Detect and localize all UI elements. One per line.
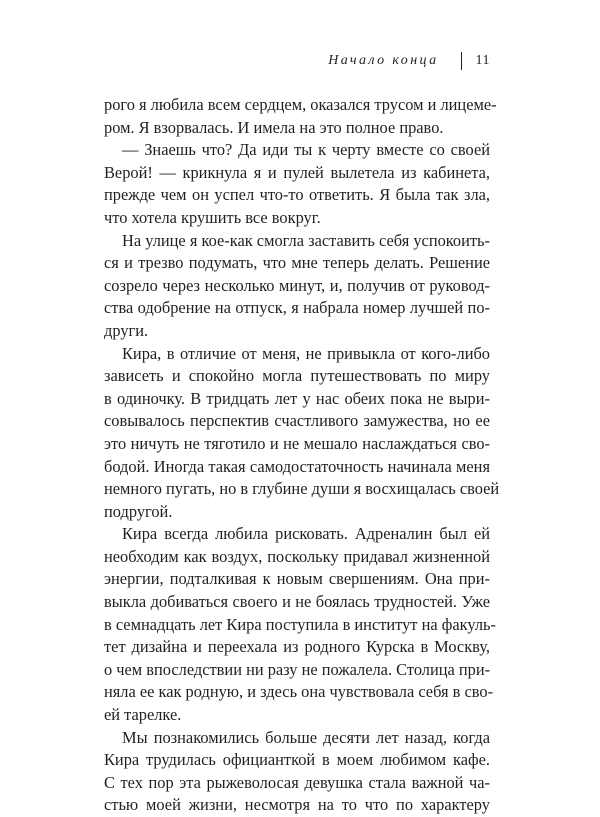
text-line: ся и трезво подумать, что мне теперь делать. Решение	[104, 253, 490, 273]
text-line: ром. Я взорвалась. И имела на это полное право.	[104, 117, 444, 137]
paragraph	[104, 94, 497, 139]
text-line: други.	[104, 320, 149, 340]
text-line: Мы познакомились больше десяти лет назад, когда	[122, 727, 490, 747]
text-line: Кира всегда любила рисковать. Адреналин был ей	[122, 524, 490, 544]
page-number: 11	[475, 53, 490, 68]
text-line: С тех пор эта рыжеволосая девушка стала важной ча-	[104, 772, 490, 792]
text-line: совывалось перспектив счастливого замужества, но ее	[104, 411, 490, 431]
text-line: в одиночку. В тридцать лет у нас обеих пока не выри-	[104, 388, 490, 408]
text-line: энергии, подталкивая к новым свершениям. Она при-	[104, 569, 490, 589]
running-header-title: Начало конца	[328, 53, 439, 68]
text-line: рого я любила всем сердцем, оказался трусом и лицеме-	[104, 95, 497, 114]
text-line: прежде чем он успел что-то ответить. Я была так зла,	[104, 185, 490, 205]
text-line: немного пугать, но в глубине души я восхищалась своей	[104, 479, 500, 499]
paragraph	[104, 139, 490, 229]
text-line: ства одобрение на отпуск, я набрала номер лучшей по-	[104, 298, 490, 318]
text-line: зависеть и спокойно могла путешествовать по миру	[104, 366, 490, 386]
text-line: стью моей жизни, несмотря на то что по характеру	[104, 795, 490, 815]
text-line: няла ее как родную, и здесь она чувствовала себя в сво-	[104, 682, 494, 702]
text-line: это ничуть не тяготило и не мешало наслаждаться сво-	[104, 433, 490, 453]
body-text	[104, 94, 500, 817]
running-header	[104, 50, 490, 72]
text-line: Кира, в отличие от меня, не привыкла от кого-либо	[122, 343, 490, 363]
text-line: о чем впоследствии ни разу не пожалела. Столица при-	[104, 659, 491, 679]
paragraph	[104, 727, 490, 817]
header-divider	[461, 52, 462, 70]
text-line: в семнадцать лет Кира поступила в институт на факуль-	[104, 614, 496, 634]
text-line: бодой. Иногда такая самодостаточность начинала меня	[104, 456, 490, 476]
text-line: подругой.	[104, 501, 173, 521]
paragraph	[104, 523, 496, 726]
text-line: Кира трудилась официанткой в моем любимом кафе.	[104, 750, 490, 770]
paragraph	[104, 230, 490, 343]
text-line: — Знаешь что? Да иди ты к черту вместе со своей	[122, 140, 490, 160]
text-line: ей тарелке.	[104, 705, 182, 725]
text-line: необходим как воздух, поскольку придавал жизненной	[104, 546, 490, 566]
text-line: что хотела крушить все вокруг.	[104, 207, 321, 227]
text-line: Верой! — крикнула я и пулей вылетела из кабинета,	[104, 162, 490, 182]
text-line: На улице я кое-как смогла заставить себя успокоить-	[122, 230, 490, 250]
paragraph	[104, 343, 500, 524]
text-line: выкла добиваться своего и не боялась трудностей. Уже	[104, 592, 490, 612]
text-line: созрело через несколько минут, и, получив от руковод-	[104, 275, 490, 295]
text-line: тет дизайна и переехала из родного Курска в Москву,	[104, 637, 490, 657]
